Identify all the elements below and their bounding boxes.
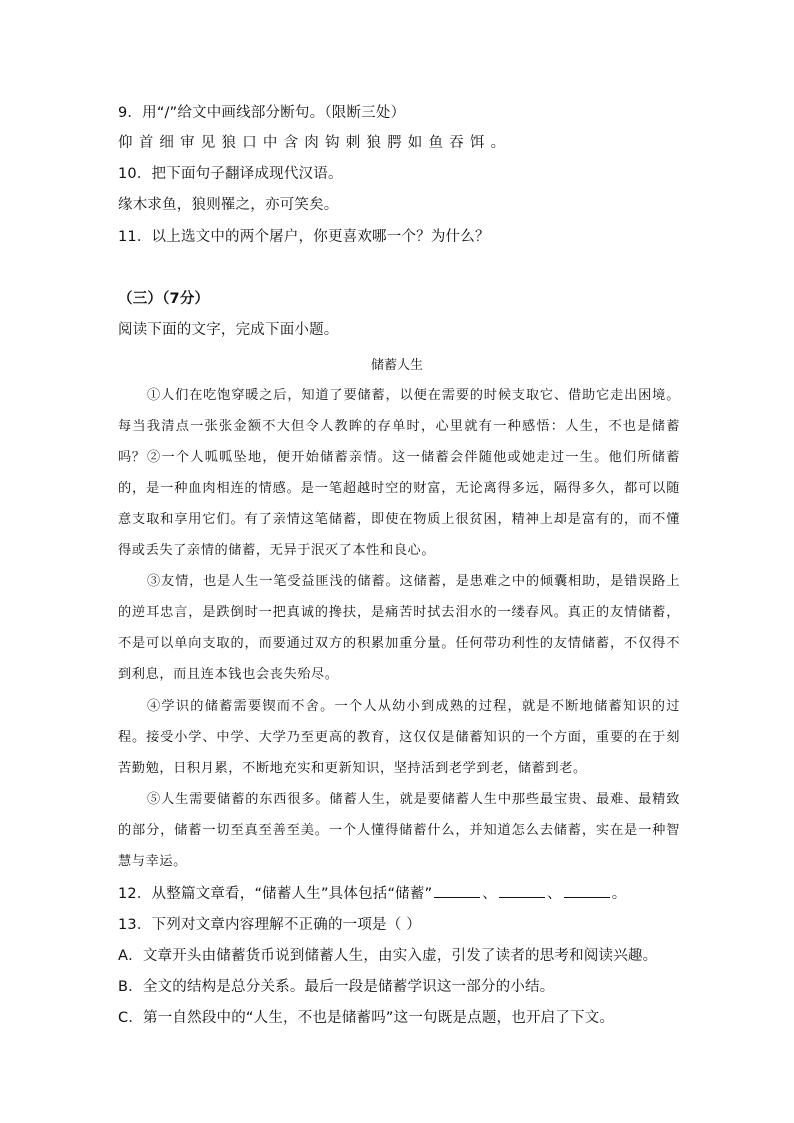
option-a: A．文章开头由储蓄货币说到储蓄人生，由实入虚，引发了读者的思考和阅读兴趣。 bbox=[118, 948, 658, 964]
passage-paragraph-1: ①人们在吃饱穿暖之后，知道了要储蓄，以便在需要的时候支取它、借助它走出困境。每当我清点一张张金额不大但令人教眸的存单时，心里就有一种感悟：人生，不也是储蓄吗？ bbox=[118, 388, 680, 465]
question-12-prompt: 12．从整篇文章看，“储蓄人生”具体包括“储蓄” bbox=[118, 886, 433, 902]
terminal-punctuation: 。 bbox=[611, 886, 627, 902]
answer-blank-1[interactable] bbox=[434, 885, 480, 898]
answer-blank-2[interactable] bbox=[499, 885, 545, 898]
question-11: 11．以上选文中的两个屠户，你更喜欢哪一个？为什么？ bbox=[118, 229, 490, 245]
question-12 bbox=[118, 884, 688, 904]
passage-paragraph-5: ⑤人生需要储蓄的东西很多。储蓄人生，就是要储蓄人生中那些最宝贵、最难、最精致的部分，储蓄一切至真至善至美。一个人懂得储蓄什么，并知道怎么去储蓄，实在是一种智慧与幸运。 bbox=[118, 792, 680, 869]
passage-paragraph-4: ④学识的储蓄需要锲而不舍。一个人从幼小到成熟的过程，就是不断地储蓄知识的过程。接受小学、中学、大学乃至更高的教育，这仅仅是储蓄知识的一个方面，重要的在于刻苦勤勉，日积月累，不断地充实和更新知识，坚持活到老学到老，储蓄到老。 bbox=[118, 699, 680, 776]
section-3-instruction: 阅读下面的文字，完成下面小题。 bbox=[118, 322, 339, 338]
question-9: 9．用“/”给文中画线部分断句。（限断三处） bbox=[118, 105, 406, 121]
question-9-passage: 仰首细审见狼口中含肉钩刺狼腭如鱼吞饵。 bbox=[118, 135, 512, 151]
option-b: B．全文的结构是总分关系。最后一段是储蓄学识这一部分的小结。 bbox=[118, 979, 555, 995]
passage-paragraph-3: ③友情，也是人生一笔受益匪浅的储蓄。这储蓄，是患难之中的倾囊相助，是错误路上的逆耳忠言，是跌倒时一把真诚的搀扶，是痛苦时拭去泪水的一缕春风。真正的友情储蓄，不是可以单向支取的，而要通过双方的积累加重分量。任何带功利性的友情储蓄，不仅得不到利息，而且连本钱也会丧失殆尽。 bbox=[118, 574, 680, 682]
passage-paragraph-2: ②一个人呱呱坠地，便开始储蓄亲情。这一储蓄会伴随他或她走过一生。他们所储蓄的，是一种血肉相连的情感。是一笔超越时空的财富，无论离得多远，隔得多久，都可以随意支取和享用它们。有了亲情这笔储蓄，即使在物质上很贫困，精神上却是富有的，而不懂得或丢失了亲情的储蓄，无异于泯灭了本性和良心。 bbox=[118, 450, 680, 558]
separator: 、 bbox=[482, 886, 497, 902]
question-10: 10．把下面句子翻译成现代汉语。 bbox=[118, 166, 343, 182]
question-10-sentence: 缘木求鱼，狼则罹之，亦可笑矣。 bbox=[118, 197, 339, 213]
separator: 、 bbox=[547, 886, 562, 902]
option-c: C．第一自然段中的“人生，不也是储蓄吗”这一句既是点题，也开启了下文。 bbox=[118, 1010, 615, 1026]
passage-title: 储蓄人生 bbox=[370, 358, 423, 373]
section-3-heading: （三）（7分） bbox=[118, 291, 210, 307]
answer-blank-3[interactable] bbox=[564, 885, 610, 898]
question-13: 13．下列对文章内容理解不正确的一项是（ ） bbox=[118, 917, 421, 933]
